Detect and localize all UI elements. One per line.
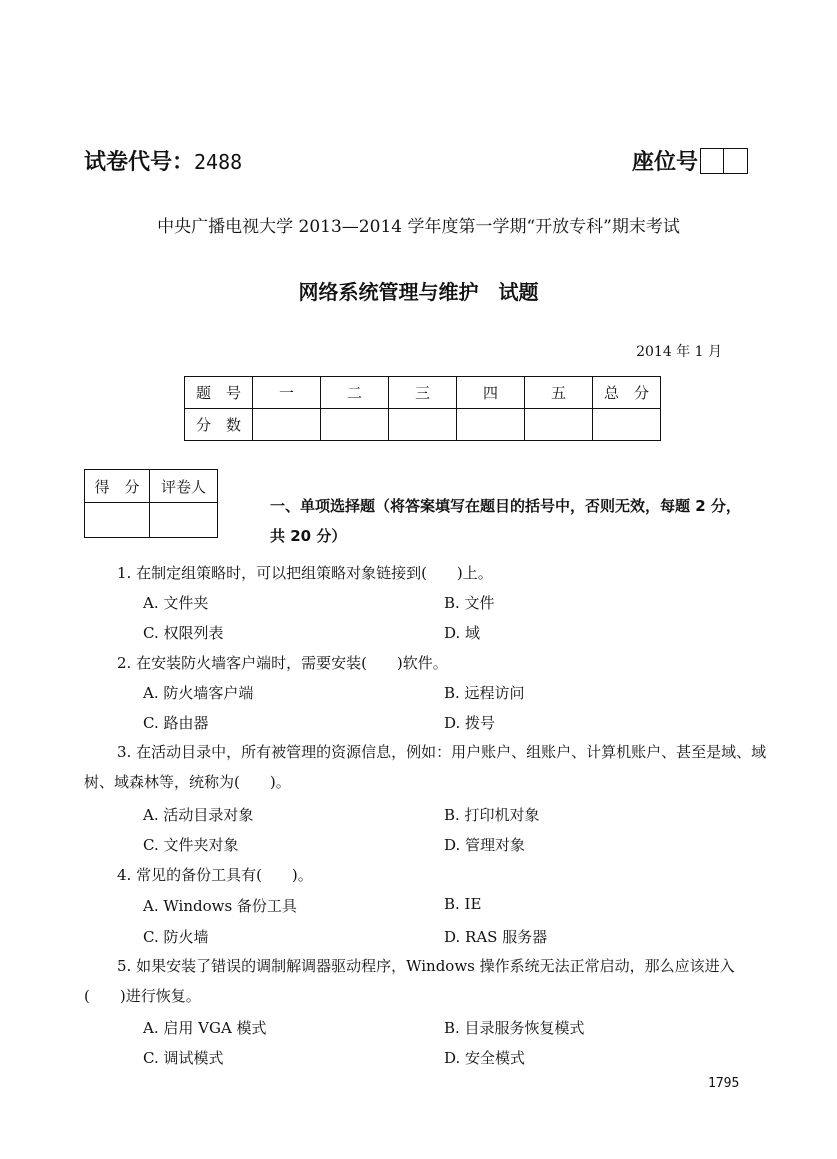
option-a: A. 启用 VGA 模式 <box>143 1019 267 1037</box>
question-stem: 1. 在制定组策略时，可以把组策略对象链接到( )上。 <box>117 564 493 582</box>
option-a: A. 活动目录对象 <box>143 806 254 824</box>
seat-number-boxes <box>700 148 748 174</box>
paper-code <box>84 145 242 176</box>
option-b: B. 打印机对象 <box>444 806 540 824</box>
option-a: A. 防火墙客户端 <box>143 684 254 702</box>
score-cell-total: 总 分 <box>593 377 661 409</box>
exam-date: 2014 年 1 月 <box>636 344 722 360</box>
seat-number <box>632 145 748 176</box>
score-entry <box>253 409 321 441</box>
score-row-label: 分 数 <box>185 409 253 441</box>
option-d: D. 安全模式 <box>444 1049 526 1067</box>
question-stem: 3. 在活动目录中，所有被管理的资源信息，例如：用户账户、组账户、计算机账户、甚至是域、域树、域森林等，统称为( )。 <box>84 743 767 791</box>
grader-score-header: 得 分 <box>85 470 150 503</box>
question-stem: 2. 在安装防火墙客户端时，需要安装( )软件。 <box>117 654 448 672</box>
score-cell: 二 <box>321 377 389 409</box>
option-d: D. RAS 服务器 <box>444 928 548 946</box>
seat-box <box>724 148 748 174</box>
score-table-score-row <box>185 409 661 441</box>
question-stem: 4. 常见的备份工具有( )。 <box>117 866 313 884</box>
seat-number-label: 座位号 <box>632 150 699 175</box>
option-b: B. 远程访问 <box>444 684 525 702</box>
score-entry <box>389 409 457 441</box>
score-entry <box>525 409 593 441</box>
score-cell-label: 题 号 <box>185 377 253 409</box>
score-entry <box>321 409 389 441</box>
option-c: C. 防火墙 <box>143 928 209 946</box>
option-c: C. 调试模式 <box>143 1049 224 1067</box>
option-d: D. 域 <box>444 624 481 642</box>
score-cell: 四 <box>457 377 525 409</box>
option-b: B. IE <box>444 895 482 913</box>
page-title: 网络系统管理与维护 试题 <box>298 280 539 304</box>
score-entry <box>457 409 525 441</box>
section-heading-line1: 一、单项选择题（将答案填写在题目的括号中，否则无效，每题 2 分， <box>270 497 741 515</box>
option-c: C. 文件夹对象 <box>143 836 239 854</box>
institution-line: 中央广播电视大学 2013—2014 学年度第一学期“开放专科”期末考试 <box>157 217 680 237</box>
question-stem: 5. 如果安装了错误的调制解调器驱动程序，Windows 操作系统无法正常启动，那么应该进入( )进行恢复。 <box>84 957 735 1005</box>
section-heading <box>270 491 765 551</box>
option-c: C. 路由器 <box>143 714 209 732</box>
score-cell: 五 <box>525 377 593 409</box>
option-d: D. 管理对象 <box>444 836 526 854</box>
option-b: B. 文件 <box>444 594 495 612</box>
option-d: D. 拨号 <box>444 714 496 732</box>
paper-code-value: 2488 <box>194 150 243 174</box>
option-a: A. Windows 备份工具 <box>143 897 297 915</box>
grader-name-entry <box>150 503 218 538</box>
score-table-header-row <box>185 377 661 409</box>
grader-name-header: 评卷人 <box>150 470 218 503</box>
option-b: B. 目录服务恢复模式 <box>444 1019 585 1037</box>
paper-code-label: 试卷代号： <box>84 150 195 175</box>
option-a: A. 文件夹 <box>143 594 209 612</box>
section-heading-line2: 共 20 分） <box>270 527 347 545</box>
grader-score-entry <box>85 503 150 538</box>
score-cell: 三 <box>389 377 457 409</box>
grader-table <box>84 469 218 538</box>
score-cell: 一 <box>253 377 321 409</box>
page-number: 1795 <box>708 1076 740 1091</box>
seat-box <box>700 148 724 174</box>
score-table <box>184 376 661 441</box>
option-c: C. 权限列表 <box>143 624 224 642</box>
score-entry <box>593 409 661 441</box>
